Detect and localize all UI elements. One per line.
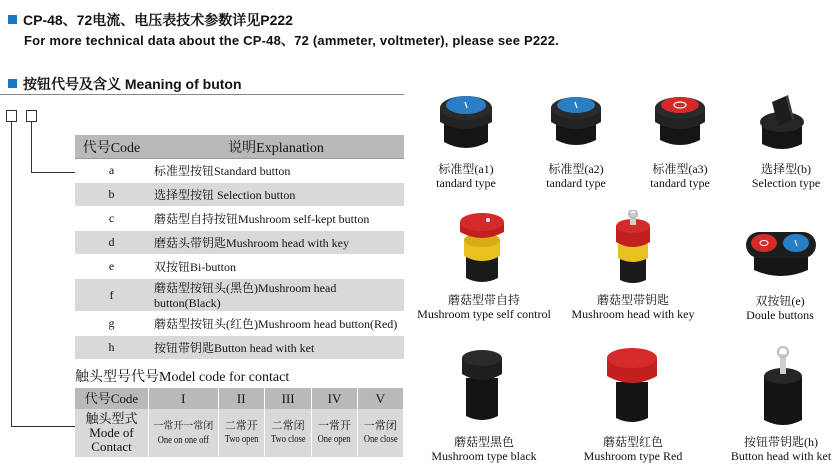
mushroom-black-image (458, 348, 506, 428)
standard-button-a2-image (548, 92, 604, 156)
section-title: 按钮代号及含义 Meaning of buton (8, 74, 242, 94)
code-box-2 (26, 110, 37, 122)
contact-cell: 一常开一常闭 One on one off (149, 409, 219, 457)
standard-button-a3-image (652, 92, 708, 156)
contact-cell: 一常闭 One close (357, 409, 403, 457)
roman-4: IV (312, 388, 357, 409)
bullet-square-icon (8, 15, 17, 24)
product-caption: 蘑菇型带钥匙 Mushroom head with key (571, 293, 695, 321)
mushroom-red-image (604, 346, 660, 428)
bullet-square-icon (8, 79, 17, 88)
contact-cell: 一常开 One open (312, 409, 357, 457)
selection-button-b-image (756, 92, 808, 156)
header-code: 代号Code (75, 135, 148, 159)
button-code-table (75, 134, 404, 359)
roman-2: II (218, 388, 264, 409)
product-caption: 蘑菇型黑色 Mushroom type black (431, 435, 537, 463)
product-caption: 标准型(a3) tandard type (650, 162, 710, 190)
table-row: b 选择型按钮 Selection button (75, 183, 404, 207)
contact-cell: 二常闭 Two close (264, 409, 312, 457)
mode-of-contact-label: 触头型式 Mode of Contact (75, 409, 149, 457)
roman-3: III (264, 388, 312, 409)
code-box-1 (6, 110, 17, 122)
product-caption: 标准型(a2) tandard type (546, 162, 606, 190)
connector-line (11, 122, 12, 427)
model-code-table (75, 388, 404, 457)
table-row: f 蘑菇型按钮头(黑色)Mushroom head button(Black) (75, 279, 404, 312)
table-row: h 按钮带钥匙Button head with ket (75, 336, 404, 360)
mushroom-self-control-image (456, 210, 508, 290)
table-row: c 蘑菇型自持按钮Mushroom self-kept button (75, 207, 404, 231)
table-row: a 标准型按钮Standard button (75, 159, 404, 183)
contact-cell: 二常开 Two open (218, 409, 264, 457)
table-header-row (75, 388, 404, 409)
table-row: e 双按钮Bi-button (75, 255, 404, 279)
table-row: g 蘑菇型按钮头(红色)Mushroom head button(Red) (75, 312, 404, 336)
table-header-row (75, 135, 404, 159)
header-explanation: 说明Explanation (148, 135, 404, 159)
button-with-key-image (758, 344, 808, 432)
model-code-title: 触头型号代号Model code for contact (75, 370, 290, 385)
connector-line (31, 122, 32, 173)
product-caption: 选择型(b) Selection type (751, 162, 821, 190)
product-caption: 蘑菇型红色 Mushroom type Red (583, 435, 683, 463)
section-divider (0, 94, 404, 95)
standard-button-a1-image (438, 90, 494, 158)
table-row: d 磨菇头带钥匙Mushroom head with key (75, 231, 404, 255)
connector-line (31, 172, 75, 173)
roman-1: I (149, 388, 219, 409)
product-caption: 按钮带钥匙(h) Button head with ket (730, 435, 832, 463)
product-caption: 双按钮(e) Doule buttons (746, 294, 814, 322)
connector-line (11, 426, 75, 427)
mushroom-key-image (610, 210, 656, 290)
page-subtitle: For more technical data about the CP-48、72 (ammeter, voltmeter), please see P222. (24, 33, 559, 48)
page-title: CP-48、72电流、电压表技术参数详见P222 (8, 10, 293, 30)
header-code: 代号Code (75, 388, 149, 409)
product-caption: 标准型(a1) tandard type (436, 162, 496, 190)
table-row (75, 409, 404, 457)
double-button-image (744, 226, 818, 282)
product-caption: 蘑菇型带自持 Mushroom type self control (417, 293, 551, 321)
roman-5: V (357, 388, 403, 409)
